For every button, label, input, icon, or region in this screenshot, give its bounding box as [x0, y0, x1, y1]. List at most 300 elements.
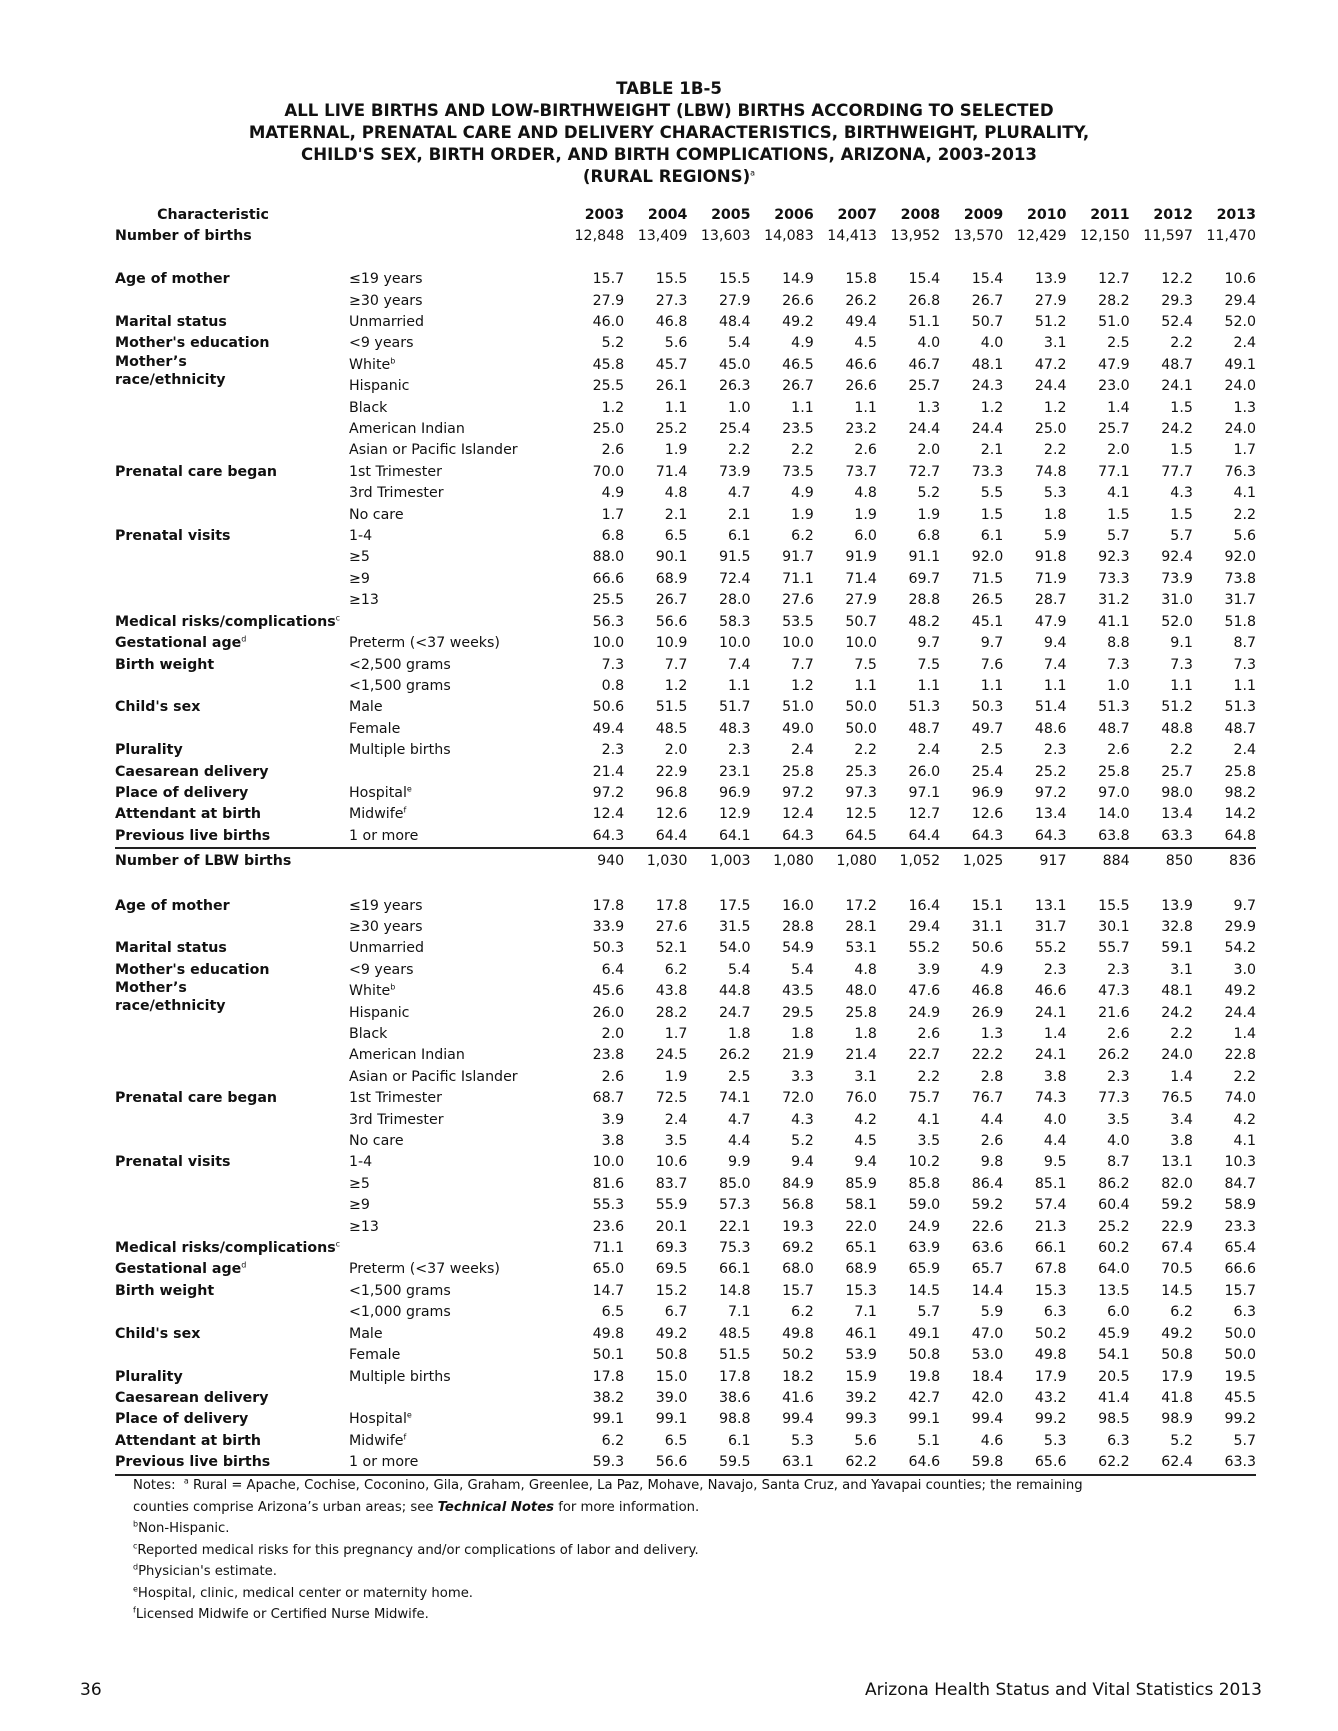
- value-cell: 15.4: [971, 271, 1004, 288]
- subcategory-cell: [349, 719, 561, 740]
- characteristic-cell: [115, 312, 349, 333]
- value-cell: 1.8: [727, 1026, 751, 1042]
- value-cell: 72.7: [908, 463, 941, 480]
- count-cell: 14,083: [764, 228, 814, 245]
- subcategory-cell: [349, 960, 561, 981]
- value-cell: 50.0: [845, 720, 877, 737]
- characteristic-text: Plurality: [115, 1368, 183, 1385]
- title-line-5: [0, 166, 1338, 188]
- value-cell: 15.5: [655, 271, 688, 288]
- value-cell: 25.0: [592, 421, 625, 438]
- note-c-marker: c: [133, 1541, 138, 1551]
- value-cell: 1.1: [854, 677, 877, 694]
- count-cell: 850: [1130, 848, 1193, 874]
- value-cell: 1.1: [854, 399, 877, 416]
- value-cell: 10.0: [592, 1154, 625, 1171]
- value-cell: 9.4: [1043, 635, 1067, 652]
- value-cell: 12.9: [718, 806, 751, 823]
- value-cell: 2.0: [664, 742, 688, 759]
- table-row: [115, 1345, 1256, 1366]
- table-row: [115, 1003, 1256, 1024]
- value-cell: 4.4: [1043, 1133, 1067, 1150]
- value-cell: 2.4: [917, 742, 941, 759]
- value-cell: 7.4: [1043, 656, 1067, 673]
- note-c-text: Reported medical risks for this pregnancy and/or complications of labor and delivery.: [137, 1542, 699, 1558]
- value-cell: 7.6: [980, 656, 1004, 673]
- value-cell: 4.0: [980, 335, 1004, 352]
- value-cell: 67.8: [1034, 1261, 1067, 1278]
- count-cell: 1,080: [751, 848, 814, 874]
- value-cell: 5.6: [854, 1432, 877, 1449]
- value-cell: 45.5: [1224, 1389, 1257, 1406]
- value-cell: 73.9: [1161, 570, 1193, 587]
- value-cell: 6.0: [1107, 1304, 1130, 1321]
- value-cell: 4.5: [854, 1133, 877, 1150]
- value-cell: 59.2: [971, 1197, 1004, 1214]
- characteristic-cell: [115, 1388, 349, 1409]
- value-cell: 5.6: [664, 335, 688, 352]
- value-cell: 25.4: [718, 421, 751, 438]
- value-cell: 2.1: [980, 442, 1004, 459]
- subcategory-text: ≥30 years: [349, 292, 423, 309]
- note-d-marker: d: [133, 1562, 139, 1572]
- value-cell: 96.8: [655, 784, 688, 801]
- subcategory-cell: [349, 1003, 561, 1024]
- value-cell: 10.6: [1224, 271, 1257, 288]
- value-cell: 48.8: [1161, 720, 1193, 737]
- lbw-total-row-blank: [349, 848, 561, 874]
- value-cell: 9.7: [980, 635, 1004, 652]
- value-cell: 25.4: [971, 763, 1004, 780]
- value-cell: 7.3: [1233, 656, 1257, 673]
- table-row: [115, 783, 1256, 804]
- subcategory-text: Hispanic: [349, 1004, 410, 1021]
- value-cell: 13.5: [1098, 1282, 1130, 1299]
- value-cell: 50.8: [908, 1347, 941, 1364]
- value-cell: 1.7: [664, 1026, 688, 1042]
- value-cell: 1.7: [1233, 442, 1257, 459]
- value-cell: 85.9: [845, 1175, 877, 1192]
- value-cell: 58.1: [845, 1197, 877, 1214]
- subcategory-text: Black: [349, 399, 388, 416]
- count-cell: 12,848: [574, 228, 625, 245]
- value-cell: 2.6: [601, 442, 625, 459]
- subcategory-text: Asian or Pacific Islander: [349, 1068, 518, 1085]
- value-cell: 68.7: [592, 1090, 625, 1107]
- value-cell: 85.1: [1034, 1175, 1067, 1192]
- characteristic-cell: [115, 1324, 349, 1345]
- value-cell: 7.3: [1170, 656, 1193, 673]
- characteristic-cell: [115, 590, 349, 611]
- value-cell: 27.9: [718, 292, 751, 309]
- value-cell: 16.0: [782, 897, 814, 914]
- characteristic-text: Place of delivery: [115, 784, 249, 801]
- value-cell: 50.7: [971, 314, 1004, 331]
- subcategory-cell: [349, 612, 561, 633]
- value-cell: 69.7: [908, 570, 941, 587]
- value-cell: 15.7: [592, 271, 625, 288]
- year-header: 2003: [584, 207, 625, 223]
- characteristic-cell: [115, 676, 349, 697]
- value-cell: 1.1: [791, 399, 814, 416]
- value-cell: 1.4: [1107, 399, 1130, 416]
- value-cell: 6.1: [727, 1432, 751, 1449]
- value-cell: 14.9: [782, 271, 814, 288]
- subcategory-cell: [349, 1045, 561, 1066]
- value-cell: 74.3: [1034, 1090, 1067, 1107]
- value-cell: 64.6: [877, 1452, 940, 1474]
- value-cell: 59.8: [940, 1452, 1003, 1474]
- spacer-cell: [115, 248, 1256, 269]
- value-cell: 7.1: [727, 1304, 751, 1321]
- value-cell: 51.1: [908, 314, 941, 331]
- subcategory-text: 1-4: [349, 1154, 373, 1171]
- value-cell: 27.9: [592, 292, 625, 309]
- characteristic-cell: [115, 1452, 349, 1474]
- count-cell: 13,570: [953, 228, 1004, 245]
- value-cell: 24.4: [1034, 378, 1067, 395]
- value-cell: 24.9: [908, 1004, 941, 1021]
- value-cell: 41.1: [1098, 613, 1130, 630]
- note-a-text: Rural = Apache, Cochise, Coconino, Gila, Graham, Greenlee, La Paz, Mohave, Navajo, Santa Cruz, and Yavapai counties; the remaining: [193, 1478, 1083, 1493]
- value-cell: 6.5: [664, 1432, 688, 1449]
- value-cell: 49.0: [782, 720, 814, 737]
- value-cell: 54.1: [1098, 1347, 1130, 1364]
- value-cell: 88.0: [592, 549, 625, 566]
- value-cell: 22.9: [1161, 1218, 1193, 1235]
- note-d: [133, 1561, 1183, 1583]
- characteristic-cell: [115, 804, 349, 825]
- subcategory-text: ≤19 years: [349, 897, 423, 914]
- note-a-marker: a: [183, 1476, 189, 1486]
- table-row: [115, 1217, 1256, 1238]
- table-row: [115, 981, 1256, 1002]
- value-cell: 55.9: [655, 1197, 688, 1214]
- value-cell: 2.3: [1107, 1068, 1130, 1085]
- value-cell: 2.2: [727, 442, 751, 459]
- subcategory-text: Midwife: [349, 806, 404, 823]
- value-cell: 99.4: [971, 1411, 1004, 1428]
- characteristic-text: Previous live births: [115, 827, 271, 844]
- value-cell: 66.6: [592, 570, 625, 587]
- table-row: [115, 1088, 1256, 1109]
- value-cell: 23.8: [592, 1047, 625, 1064]
- value-cell: 64.3: [1003, 826, 1066, 848]
- subcategory-cell: [349, 655, 561, 676]
- value-cell: 25.7: [1161, 763, 1193, 780]
- subcategory-cell: [349, 1259, 561, 1280]
- value-cell: 22.6: [971, 1218, 1004, 1235]
- value-cell: 31.7: [1224, 592, 1257, 609]
- value-cell: 7.7: [664, 656, 688, 673]
- count-cell: 1,025: [940, 848, 1003, 874]
- value-cell: 24.1: [1034, 1047, 1067, 1064]
- value-cell: 4.7: [727, 1111, 751, 1128]
- subcategory-text: Female: [349, 720, 401, 737]
- count-cell: 13,952: [890, 228, 941, 245]
- value-cell: 49.2: [1161, 1325, 1193, 1342]
- value-cell: 53.0: [971, 1347, 1004, 1364]
- characteristic-text: Prenatal care began: [115, 463, 277, 480]
- value-cell: 2.2: [1170, 742, 1193, 759]
- subcategory-cell: [349, 1110, 561, 1131]
- value-cell: 26.0: [592, 1004, 625, 1021]
- value-cell: 49.2: [782, 314, 814, 331]
- spacer-cell: [115, 874, 1256, 895]
- value-cell: 97.2: [592, 784, 625, 801]
- value-cell: 41.6: [782, 1389, 814, 1406]
- value-cell: 59.1: [1161, 940, 1193, 957]
- subcategory-cell: [349, 333, 561, 354]
- value-cell: 77.3: [1098, 1090, 1130, 1107]
- value-cell: 6.8: [601, 528, 625, 545]
- value-cell: 97.2: [1034, 784, 1067, 801]
- count-cell: 1,080: [814, 848, 877, 874]
- characteristic-cell: [115, 398, 349, 419]
- value-cell: 70.5: [1161, 1261, 1193, 1278]
- value-cell: 76.3: [1224, 463, 1257, 480]
- value-cell: 12.6: [971, 806, 1004, 823]
- value-cell: 51.0: [782, 699, 814, 716]
- characteristic-text: Medical risks/complications: [115, 613, 336, 630]
- value-cell: 6.5: [601, 1304, 625, 1321]
- value-cell: 3.1: [854, 1068, 877, 1085]
- value-cell: 26.2: [718, 1047, 751, 1064]
- characteristic-header: Characteristic: [157, 207, 269, 223]
- value-cell: 52.1: [655, 940, 688, 957]
- table-row: [115, 1431, 1256, 1452]
- value-cell: 10.0: [845, 635, 877, 652]
- value-cell: 64.4: [877, 826, 940, 848]
- value-cell: 98.2: [1224, 784, 1257, 801]
- value-cell: 43.2: [1034, 1389, 1067, 1406]
- characteristic-cell: [115, 980, 349, 1015]
- value-cell: 1.0: [1107, 677, 1130, 694]
- value-cell: 45.9: [1098, 1325, 1130, 1342]
- count-cell: 917: [1003, 848, 1066, 874]
- subcategory-text: <9 years: [349, 961, 414, 978]
- table-row: [115, 590, 1256, 611]
- table-row: [115, 762, 1256, 783]
- value-cell: 15.5: [1098, 897, 1130, 914]
- value-cell: 49.1: [1224, 356, 1257, 373]
- value-cell: 73.3: [1098, 570, 1130, 587]
- value-cell: 50.0: [1224, 1347, 1257, 1364]
- value-cell: 5.2: [791, 1133, 814, 1150]
- table-row: [115, 569, 1256, 590]
- characteristic-cell: [115, 526, 349, 547]
- value-cell: 10.2: [908, 1154, 941, 1171]
- note-b-marker: b: [133, 1519, 139, 1529]
- value-cell: 17.2: [845, 897, 877, 914]
- value-cell: 5.5: [980, 485, 1004, 502]
- table-row: [115, 1302, 1256, 1323]
- value-cell: 50.6: [971, 940, 1004, 957]
- value-cell: 51.2: [1034, 314, 1067, 331]
- table-row: [115, 1388, 1256, 1409]
- value-cell: 9.1: [1170, 635, 1193, 652]
- value-cell: 24.9: [908, 1218, 941, 1235]
- count-cell: 940: [561, 848, 624, 874]
- subcategory-text: <9 years: [349, 335, 414, 352]
- value-cell: 25.7: [1098, 421, 1130, 438]
- value-cell: 43.5: [782, 983, 814, 1000]
- value-cell: 12.2: [1161, 271, 1193, 288]
- value-cell: 20.5: [1098, 1368, 1130, 1385]
- value-cell: 7.7: [791, 656, 814, 673]
- value-cell: 72.5: [655, 1090, 688, 1107]
- value-cell: 5.7: [1233, 1432, 1257, 1449]
- value-cell: 76.5: [1161, 1090, 1193, 1107]
- count-cell: 1,030: [624, 848, 687, 874]
- value-cell: 39.0: [655, 1389, 688, 1406]
- value-cell: 51.5: [655, 699, 688, 716]
- value-cell: 58.3: [718, 613, 751, 630]
- value-cell: 31.1: [971, 918, 1004, 935]
- value-cell: 5.9: [980, 1304, 1004, 1321]
- value-cell: 66.1: [718, 1261, 751, 1278]
- characteristic-cell: [115, 783, 349, 804]
- title-line-4: CHILD'S SEX, BIRTH ORDER, AND BIRTH COMPLICATIONS, ARIZONA, 2003-2013: [301, 145, 1037, 164]
- value-cell: 69.3: [655, 1240, 688, 1257]
- subcategory-text: ≥30 years: [349, 918, 423, 935]
- value-cell: 17.8: [592, 897, 625, 914]
- value-cell: 57.3: [718, 1197, 751, 1214]
- value-cell: 2.2: [1233, 506, 1257, 523]
- subcategory-cell: [349, 1281, 561, 1302]
- value-cell: 20.1: [655, 1218, 688, 1235]
- subcategory-text: 3rd Trimester: [349, 1111, 444, 1128]
- value-cell: 41.8: [1161, 1389, 1193, 1406]
- subcategory-text: ≥9: [349, 570, 370, 587]
- value-cell: 26.6: [845, 378, 877, 395]
- value-cell: 64.5: [814, 826, 877, 848]
- value-cell: 3.1: [1043, 335, 1067, 352]
- value-cell: 52.4: [1161, 314, 1193, 331]
- value-cell: 9.7: [1233, 897, 1257, 914]
- subcategory-cell: [349, 505, 561, 526]
- value-cell: 18.2: [782, 1368, 814, 1385]
- subcategory-text: Asian or Pacific Islander: [349, 442, 518, 459]
- value-cell: 9.5: [1043, 1154, 1067, 1171]
- subcategory-cell: [349, 547, 561, 568]
- value-cell: 25.8: [782, 763, 814, 780]
- characteristic-text: Previous live births: [115, 1454, 271, 1471]
- table-row: [115, 697, 1256, 718]
- count-cell: 884: [1067, 848, 1130, 874]
- title-footnote-marker: a: [750, 168, 756, 178]
- characteristic-text: Mother's education: [115, 335, 270, 352]
- value-cell: 2.5: [980, 742, 1004, 759]
- subcategory-cell: [349, 697, 561, 718]
- value-cell: 65.7: [971, 1261, 1004, 1278]
- value-cell: 92.0: [971, 549, 1004, 566]
- value-cell: 65.4: [1224, 1240, 1257, 1257]
- page-number: 36: [80, 1680, 102, 1700]
- value-cell: 2.4: [1233, 742, 1257, 759]
- value-cell: 15.5: [718, 271, 751, 288]
- value-cell: 6.1: [980, 528, 1004, 545]
- value-cell: 2.4: [1233, 335, 1257, 352]
- subcategory-cell: [349, 1388, 561, 1409]
- value-cell: 54.0: [718, 940, 751, 957]
- characteristic-cell: [115, 505, 349, 526]
- value-cell: 10.0: [592, 635, 625, 652]
- value-cell: 71.4: [845, 570, 877, 587]
- characteristic-text: Birth weight: [115, 656, 215, 673]
- value-cell: 46.5: [782, 356, 814, 373]
- value-cell: 60.2: [1098, 1240, 1130, 1257]
- subcategory-text: 1 or more: [349, 1454, 419, 1471]
- value-cell: 54.9: [782, 940, 814, 957]
- subcategory-text: 3rd Trimester: [349, 485, 444, 502]
- value-cell: 1.4: [1043, 1026, 1067, 1042]
- subcategory-cell: [349, 462, 561, 483]
- value-cell: 4.9: [791, 485, 814, 502]
- value-cell: 2.1: [727, 506, 751, 523]
- value-cell: 41.4: [1098, 1389, 1130, 1406]
- value-cell: 64.3: [940, 826, 1003, 848]
- characteristic-cell: [115, 826, 349, 848]
- value-cell: 15.3: [1034, 1282, 1067, 1299]
- table-row: [115, 1409, 1256, 1430]
- publication-title: Arizona Health Status and Vital Statistics 2013: [864, 1680, 1262, 1700]
- value-cell: 28.1: [845, 918, 877, 935]
- value-cell: 25.8: [1224, 763, 1257, 780]
- value-cell: 62.4: [1130, 1452, 1193, 1474]
- subcategory-text: ≥13: [349, 1218, 379, 1235]
- value-cell: 91.7: [782, 549, 814, 566]
- value-cell: 48.6: [1034, 720, 1067, 737]
- count-cell: 12,150: [1080, 228, 1130, 245]
- value-cell: 13.1: [1161, 1154, 1193, 1171]
- value-cell: 50.6: [592, 699, 625, 716]
- value-cell: 3.4: [1170, 1111, 1193, 1128]
- table-row: [115, 312, 1256, 333]
- value-cell: 26.9: [971, 1004, 1004, 1021]
- characteristic-cell: [115, 719, 349, 740]
- subcategory-text: Multiple births: [349, 1368, 451, 1385]
- value-cell: 2.2: [854, 742, 877, 759]
- value-cell: 14.4: [971, 1282, 1004, 1299]
- value-cell: 76.0: [845, 1090, 877, 1107]
- notes-prefix: Notes:: [133, 1478, 176, 1493]
- value-cell: 63.6: [971, 1240, 1004, 1257]
- value-cell: 28.8: [908, 592, 941, 609]
- subcategory-cell: [349, 269, 561, 290]
- value-cell: 49.8: [782, 1325, 814, 1342]
- value-cell: 48.1: [971, 356, 1004, 373]
- value-cell: 48.4: [718, 314, 751, 331]
- subcategory-text: Female: [349, 1347, 401, 1364]
- value-cell: 45.8: [592, 356, 625, 373]
- value-cell: 85.0: [718, 1175, 751, 1192]
- note-f-text: Licensed Midwife or Certified Nurse Midwife.: [135, 1607, 429, 1622]
- note-a-text-2: counties comprise Arizona’s urban areas; see: [133, 1499, 434, 1515]
- value-cell: 56.3: [592, 613, 625, 630]
- value-cell: 6.4: [601, 961, 625, 978]
- characteristic-cell: [115, 1409, 349, 1430]
- subcategory-text: Hispanic: [349, 378, 410, 395]
- value-cell: 6.2: [1170, 1304, 1193, 1321]
- value-cell: 2.5: [1107, 335, 1130, 352]
- value-cell: 63.3: [1130, 826, 1193, 848]
- note-f-marker: f: [133, 1605, 136, 1615]
- value-cell: 2.4: [791, 742, 814, 759]
- characteristic-cell: [115, 440, 349, 461]
- table-row: [115, 1110, 1256, 1131]
- value-cell: 49.8: [592, 1325, 625, 1342]
